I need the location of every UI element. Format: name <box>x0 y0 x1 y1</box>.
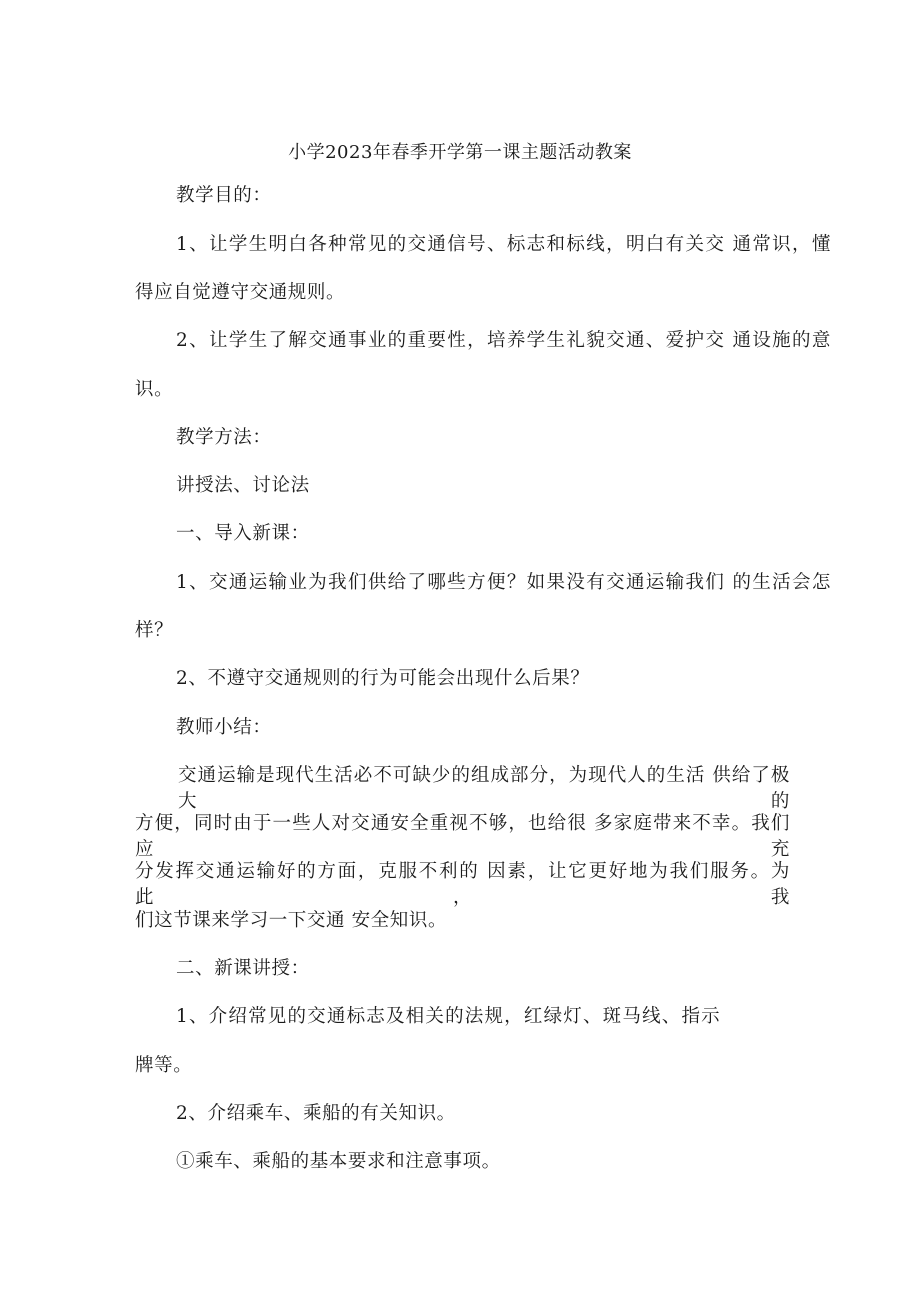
paragraph-line: 2、介绍乘车、乘船的有关知识。 <box>176 1103 456 1124</box>
paragraph-line: 2、不遵守交通规则的行为可能会出现什么后果？ <box>176 668 590 689</box>
paragraph-line: 分发挥交通运输好的方面，克服不利的 因素，让它更好地为我们服务。为此，我 <box>135 861 790 908</box>
paragraph-line: ①乘车、乘船的基本要求和注意事项。 <box>176 1151 501 1172</box>
paragraph-line: 1、交通运输业为我们供给了哪些方便？如果没有交通运输我们 的生活会怎 <box>176 572 831 593</box>
heading-teaching-method: 教学方法： <box>176 427 272 448</box>
heading-teaching-goals: 教学目的： <box>176 185 272 206</box>
paragraph-line: 牌等。 <box>135 1055 193 1076</box>
heading-section-two: 二、新课讲授： <box>176 958 310 979</box>
paragraph-line: 1、让学生明白各种常见的交通信号、标志和标线，明白有关交 通常识，懂 <box>176 234 831 255</box>
paragraph-line: 们这节课来学习一下交通 安全知识。 <box>135 910 448 931</box>
paragraph-line: 方便，同时由于一些人对交通安全重视不够，也给很 多家庭带来不幸。我们应充 <box>135 813 790 860</box>
document-title: 小学2023年春季开学第一课主题活动教案 <box>288 142 632 163</box>
paragraph-line: 交通运输是现代生活必不可缺少的组成部分，为现代人的生活 供给了极大的 <box>178 765 790 812</box>
heading-section-one: 一、导入新课： <box>176 523 310 544</box>
paragraph-line: 1、介绍常见的交通标志及相关的法规，红绿灯、斑马线、指示 <box>176 1006 721 1027</box>
paragraph-line: 识。 <box>135 379 174 400</box>
paragraph-line: 样？ <box>135 620 174 641</box>
heading-teacher-summary: 教师小结： <box>176 717 272 738</box>
paragraph-line: 2、让学生了解交通事业的重要性，培养学生礼貌交通、爱护交 通设施的意 <box>176 330 831 351</box>
paragraph-line: 得应自觉遵守交通规则。 <box>135 282 346 303</box>
paragraph-line: 讲授法、讨论法 <box>176 475 310 496</box>
